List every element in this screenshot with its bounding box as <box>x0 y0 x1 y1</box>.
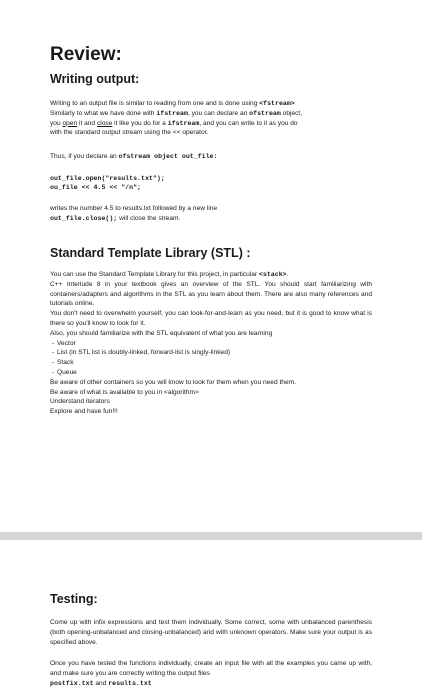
list-item: - List (in STL list is doubly-linked, forward-list is singly-linked) <box>50 348 372 358</box>
stl-heading: Standard Template Library (STL) : <box>50 246 251 260</box>
writing-output-paragraph: Writing to an output file is similar to reading from one and is done using <fstream> Similarly to what we have done with ifstream, you can declare an ofstream object, you open it and close it like you do for a ifstream, and you can write to it as you do with the standard output stream using the << operator. <box>50 100 303 137</box>
writing-output-heading: Writing output: <box>50 72 140 86</box>
page-separator <box>0 532 422 540</box>
stl-paragraphs: You can use the Standard Template Library for this project, in particular <stack>. C++ Interlude 8 in your textbook gives an overview of the STL. You should start familiarizing with containers/adapters and algorithms in the STL as you learn about them. There are also many references and tutorials online. You don't need to overwhelm yourself, you can look-for-and-learn as you need, but it is good to know what is there so you'll know to look for it. Also, you should familiarize with the STL equivalent of what you are learning - Vector - List (in STL list is doubly-linked, forward-list is singly-linked) - Stack - Queue Be aware of other containers so you will know to look for them when you need them. Be aware of what is available to you in <algorithm> Understand iterators Explore and have fun!!! <box>50 270 372 417</box>
list-item: - Vector <box>50 339 372 349</box>
declare-ofstream-paragraph: Thus, if you declare an ofstream object out_file: <box>50 153 218 160</box>
stl-containers-list <box>50 339 372 378</box>
testing-paragraph-2: Once you have tested the functions individually, create an input file with all the examples you came up with, and make sure you are correctly writing the output files postfix.txt and results.txt <box>50 660 372 687</box>
code-line: out_file.open("results.txt"); <box>50 175 165 182</box>
writes-number-paragraph: writes the number 4.5 to results.txt followed by a new line out_file.close(); will close the stream. <box>50 205 218 222</box>
code-line: ou_file << 4.5 << "/n"; <box>50 184 142 192</box>
testing-heading: Testing: <box>50 592 98 606</box>
list-item: - Queue <box>50 368 372 378</box>
code-example <box>50 174 372 193</box>
testing-paragraph-1: Come up with infix expressions and test them individually. Some correct, some with unbalanced parenthesis (both opening-unbalanced and closing-unbalanced) and with unknown operators. Make sure your output is as specified above. <box>50 619 372 646</box>
document-page-2 <box>0 540 422 700</box>
review-title: Review: <box>50 44 122 65</box>
list-item: - Stack <box>50 358 372 368</box>
